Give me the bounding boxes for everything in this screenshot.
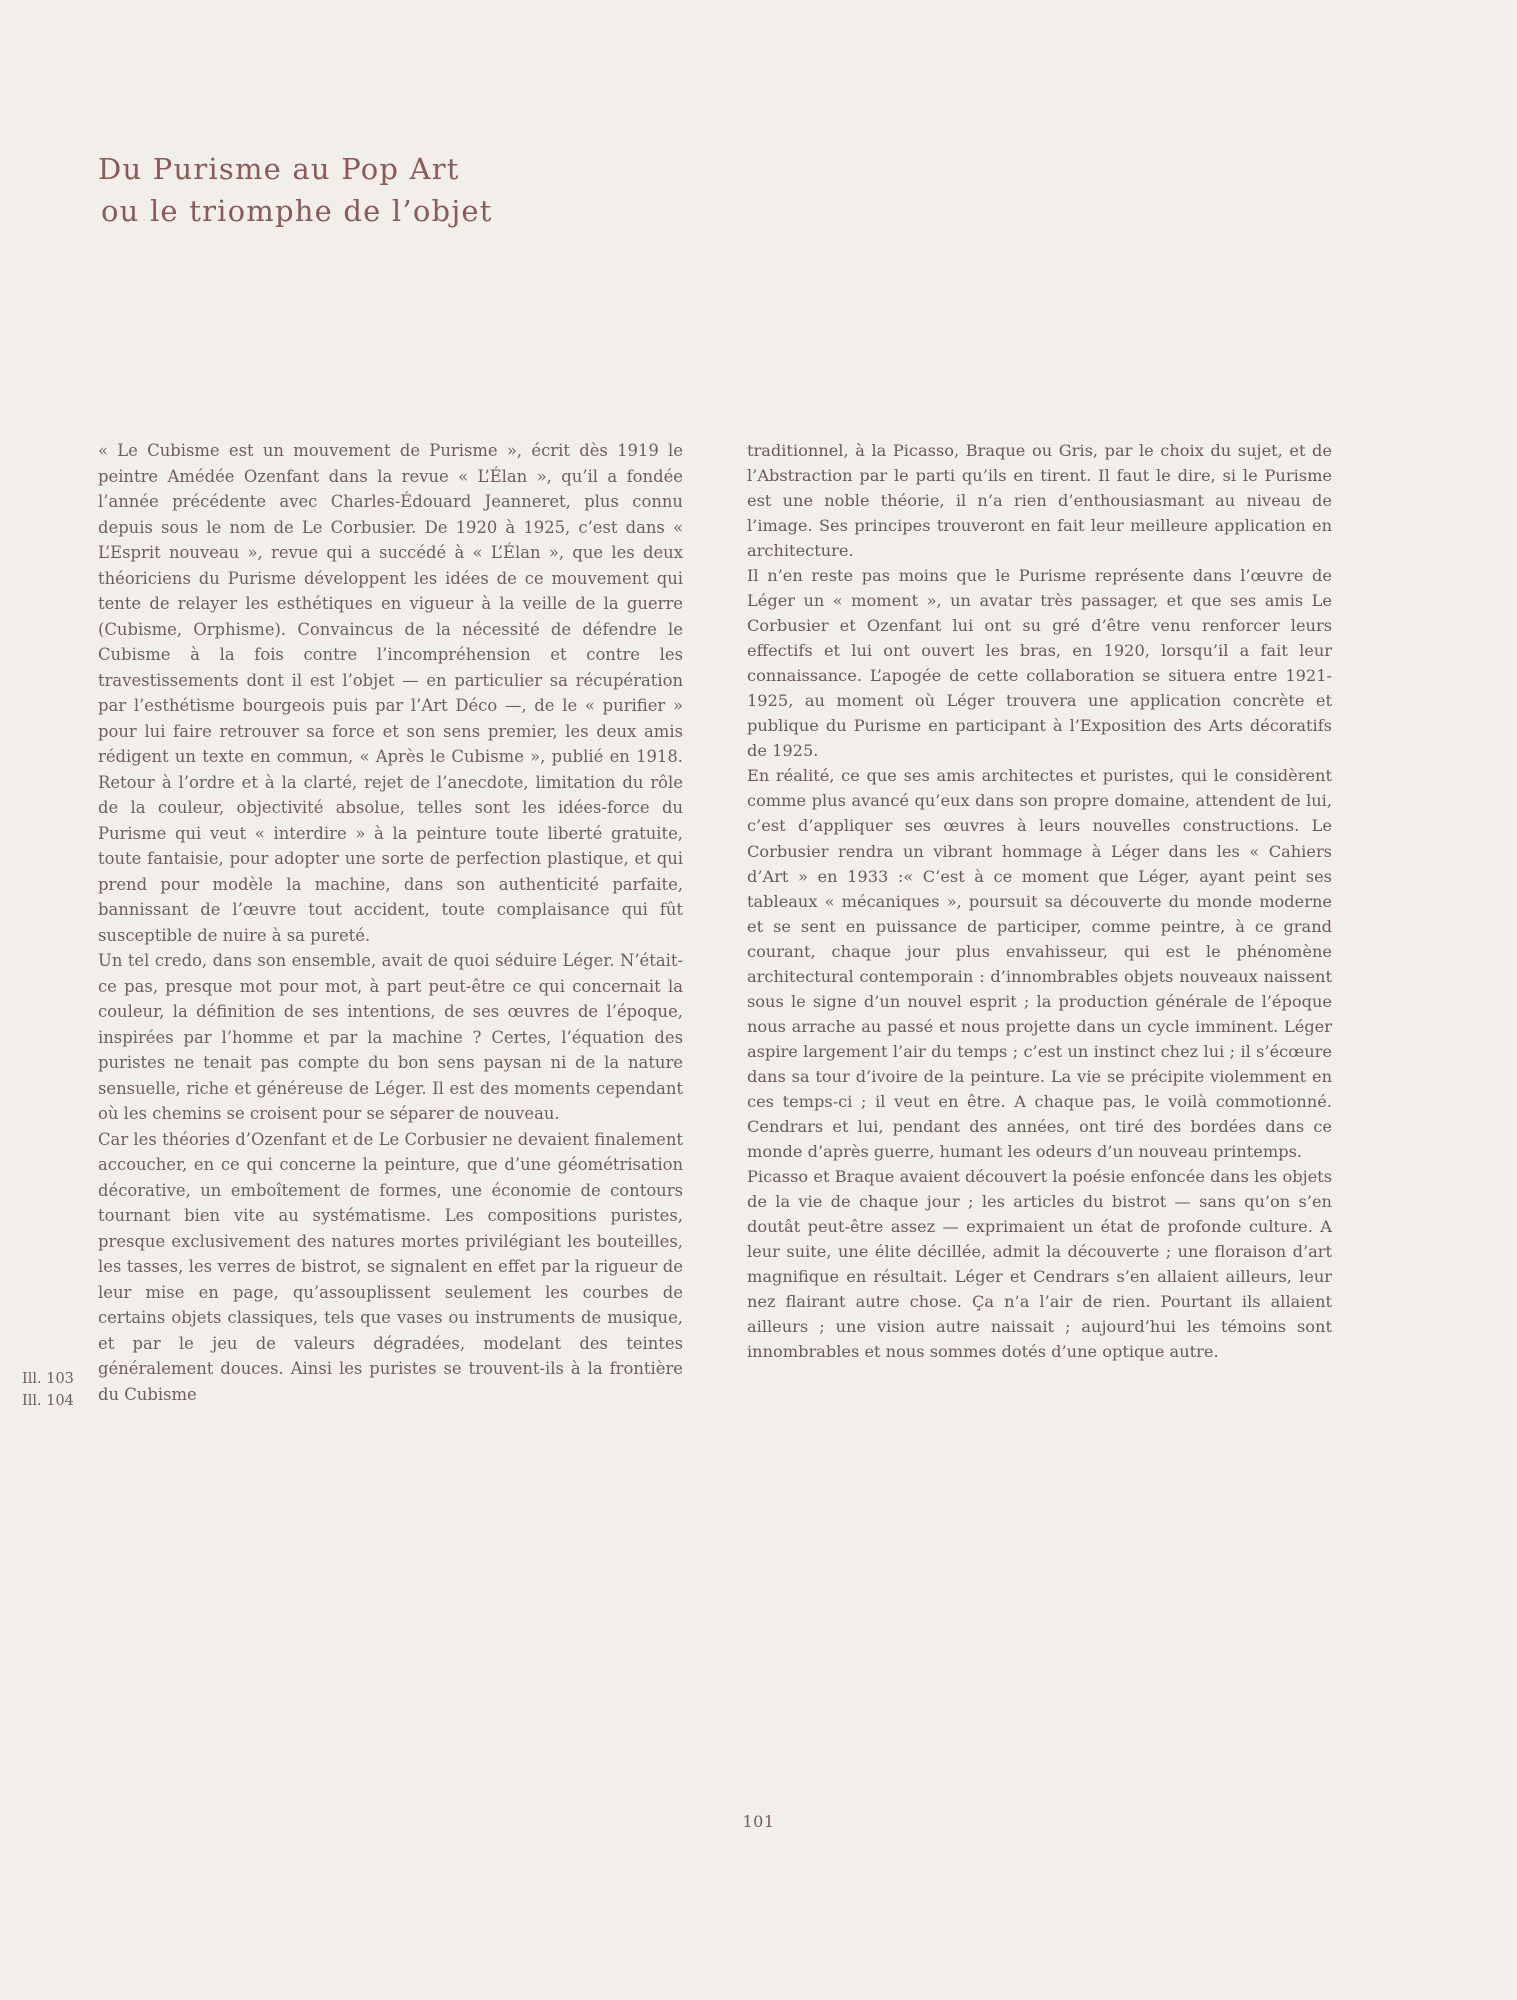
right-column	[747, 438, 1332, 1407]
paragraph: Un tel credo, dans son ensemble, avait de quoi séduire Léger. N’était-ce pas, presque mot pour mot, à part peut-être ce qui concernait la couleur, la définition de ses intentions, de ses œuvres de l’époque, inspirées par l’homme et par la machine ? Certes, l’équation des puristes ne tenait pas compte du bon sens paysan ni de la nature sensuelle, riche et généreuse de Léger. Il est des moments cependant où les chemins se croisent pour se séparer de nouveau.	[98, 951, 683, 1123]
page-title-line-1: Du Purisme au Pop Art	[98, 152, 460, 187]
paragraph: « Le Cubisme est un mouvement de Purisme », écrit dès 1919 le peintre Amédée Ozenfant dans la revue « L’Élan », qu’il a fondée l’année précédente avec Charles-Édouard Jeanneret, plus connu depuis sous le nom de Le Corbusier. De 1920 à 1925, c’est dans « L’Esprit nouveau », revue qui a succédé à « L’Élan », que les deux théoriciens du Purisme développent les idées de ce mouvement qui tente de relayer les esthétiques en vigueur à la veille de la guerre (Cubisme, Orphisme). Convaincus de la nécessité de défendre le Cubisme à la fois contre l’incompréhension et contre les travestissements dont il est l’objet — en particulier sa récupération par l’esthétisme bourgeois puis par l’Art Déco —, de le « purifier » pour lui faire retrouver sa force et son sens premier, les deux amis rédigent un texte en commun, « Après le Cubisme », publié en 1918. Retour à l’ordre et à la clarté, rejet de l’anecdote, limitation du rôle de la couleur, objectivité absolue, telles sont les idées-force du Purisme qui veut « interdire » à la peinture toute liberté gratuite, toute fantaisie, pour adopter une sorte de perfection plastique, et qui prend pour modèle la machine, dans son authenticité parfaite, bannissant de l’œuvre tout accident, toute complaisance qui fût susceptible de nuire à sa pureté.	[98, 441, 683, 945]
page-title	[98, 149, 998, 231]
page-title-line-2: ou le triomphe de l’objet	[101, 193, 493, 228]
margin-note-line-2: Ill. 104	[22, 1393, 74, 1410]
body-columns	[98, 438, 1335, 1407]
page-number: 101	[742, 1812, 775, 1831]
paragraph: Il n’en reste pas moins que le Purisme représente dans l’œuvre de Léger un « moment », un avatar très passager, et que ses amis Le Corbusier et Ozenfant lui ont su gré d’être venu renforcer leurs effectifs et lui ont ouvert les bras, en 1920, lorsqu’il a fait leur connaissance. L’apogée de cette collaboration se situera entre 1921-1925, au moment où Léger trouvera une application concrète et publique du Purisme en participant à l’Exposition des Arts décoratifs de 1925.	[747, 566, 1332, 761]
margin-note-illustrations	[22, 1368, 96, 1413]
paragraph: Car les théories d’Ozenfant et de Le Corbusier ne devaient finalement accoucher, en ce qui concerne la peinture, que d’une géométrisation décorative, un emboîtement de formes, une économie de contours tournant bien vite au systématisme. Les compositions puristes, presque exclusivement des natures mortes privilégiant les bouteilles, les tasses, les verres de bistrot, se signalent en effet par la rigueur de leur mise en page, qu’assouplissent seulement les courbes de certains objets classiques, tels que vases ou instruments de musique, et par le jeu de valeurs dégradées, modelant des teintes généralement douces. Ainsi les puristes se trouvent-ils à la frontière du Cubisme	[98, 1129, 683, 1404]
paragraph: traditionnel, à la Picasso, Braque ou Gris, par le choix du sujet, et de l’Abstraction par le parti qu’ils en tirent. Il faut le dire, si le Purisme est une noble théorie, il n’a rien d’enthousiasmant au niveau de l’image. Ses principes trouveront en fait leur meilleure application en architecture.	[747, 441, 1332, 561]
paragraph: Picasso et Braque avaient découvert la poésie enfoncée dans les objets de la vie de chaque jour ; les articles du bistrot — sans qu’on s’en doutât peut-être assez — exprimaient un état de profonde culture. A leur suite, une élite décillée, admit la découverte ; une floraison d’art magnifique en résultait. Léger et Cendrars s’en allaient ailleurs, leur nez flairant autre chose. Ça n’a l’air de rien. Pourtant ils allaient ailleurs ; une vision autre naissait ; aujourd’hui les témoins sont innombrables et nous sommes dotés d’une optique autre.	[747, 1166, 1332, 1362]
margin-note-line-1: Ill. 103	[22, 1371, 74, 1387]
left-column	[98, 438, 683, 1407]
paragraph: En réalité, ce que ses amis architectes et puristes, qui le considèrent comme plus avancé qu’eux dans son propre domaine, attendent de lui, c’est d’appliquer ses œuvres à leurs nouvelles constructions. Le Corbusier rendra un vibrant hommage à Léger dans les « Cahiers d’Art » en 1933 :« C’est à ce moment que Léger, ayant peint ses tableaux « mécaniques », poursuit sa découverte du monde moderne et se sent en puissance de participer, comme peintre, à ce grand courant, chaque jour plus envahisseur, qui est le phénomène architectural contemporain : d’innombrables objets nouveaux naissent sous le signe d’un nouvel esprit ; la production générale de l’époque nous arrache au passé et nous projette dans un cycle imminent. Léger aspire largement l’air du temps ; c’est un instinct chez lui ; il s’écœure dans sa tour d’ivoire de la peinture. La vie se précipite violemment en ces temps-ci ; il veut en être. A chaque pas, le voilà commotionné. Cendrars et lui, pendant des années, ont tiré des bordées dans ce monde d’après guerre, humant les odeurs d’un nouveau printemps.	[747, 766, 1332, 1161]
